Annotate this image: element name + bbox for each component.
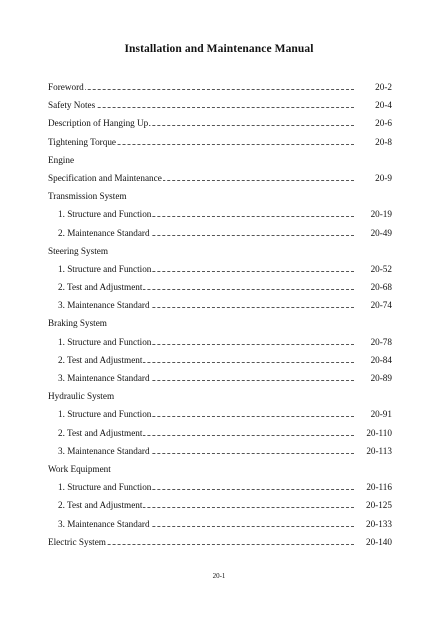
toc-entry-label: 1. Structure and Function [58,478,152,496]
toc-entry-label: Description of Hanging Up [48,114,149,132]
toc-entry [48,296,392,314]
toc-entry-page-number: 20-74 [356,296,392,314]
toc-entry [48,515,392,533]
toc-entry [48,224,392,242]
toc-entry [48,405,392,423]
toc-entry-label: 2. Maintenance Standard [58,224,151,242]
toc-section-heading [48,242,392,260]
toc-entry-page-number: 20-2 [356,78,392,96]
toc-entry-label: Transmission System [48,187,128,205]
toc-entry-label: 1. Structure and Function [58,205,152,223]
toc-section-heading [48,151,392,169]
toc-entry [48,169,392,187]
toc-entry-page-number: 20-8 [356,133,392,151]
toc-entry [48,496,392,514]
toc-entry-page-number: 20-140 [356,533,392,551]
toc-entry-page-number: 20-110 [356,424,392,442]
toc-entry-label: 2. Test and Adjustment [58,351,143,369]
toc-section-heading [48,187,392,205]
toc-entry [48,114,392,132]
toc-entry [48,442,392,460]
toc-section-heading [48,314,392,332]
toc-entry-label: Foreword [48,78,85,96]
toc-entry-label: Specification and Maintenance [48,169,163,187]
toc-entry-label: Hydraulic System [48,387,115,405]
toc-entry [48,260,392,278]
toc-entry [48,533,392,551]
toc-entry-page-number: 20-78 [356,333,392,351]
toc-entry-page-number: 20-125 [356,496,392,514]
toc-entry-label: 2. Test and Adjustment [58,424,143,442]
toc-entry-label: 2. Test and Adjustment [58,278,143,296]
toc-entry-label: Tightening Torque [48,133,117,151]
toc-entry-label: 3. Maintenance Standard [58,369,151,387]
toc-entry-label: 1. Structure and Function [58,333,152,351]
page-title: Installation and Maintenance Manual [124,43,314,55]
toc-entry [48,478,392,496]
toc-entry-page-number: 20-133 [356,515,392,533]
toc-entry-label: 1. Structure and Function [58,405,152,423]
toc-entry-page-number: 20-89 [356,369,392,387]
toc-entry-label: Engine [48,151,75,169]
toc-entry [48,278,392,296]
toc-entry [48,78,392,96]
toc-entry-label: Steering System [48,242,109,260]
toc-entry-page-number: 20-6 [356,114,392,132]
toc-section-heading [48,387,392,405]
toc-entry [48,133,392,151]
toc-entry-label: Electric System [48,533,107,551]
toc-entry [48,369,392,387]
toc-entry-page-number: 20-84 [356,351,392,369]
toc-entry-page-number: 20-68 [356,278,392,296]
toc-entry [48,333,392,351]
dot-leader [48,89,354,90]
toc-entry-label: 3. Maintenance Standard [58,296,151,314]
toc-entry-page-number: 20-49 [356,224,392,242]
toc-entry-label: Work Equipment [48,460,112,478]
toc-entry-label: 1. Structure and Function [58,260,152,278]
toc-entry-page-number: 20-91 [356,405,392,423]
toc-entry-label: Braking System [48,314,108,332]
toc-entry [48,96,392,114]
toc-entry-page-number: 20-113 [356,442,392,460]
table-of-contents [48,78,392,551]
toc-entry-label: Safety Notes [48,96,96,114]
toc-entry [48,424,392,442]
toc-entry-label: 3. Maintenance Standard [58,442,151,460]
toc-entry [48,351,392,369]
toc-entry-label: 3. Maintenance Standard [58,515,151,533]
toc-entry-label: 2. Test and Adjustment [58,496,143,514]
toc-entry-page-number: 20-4 [356,96,392,114]
toc-entry [48,205,392,223]
toc-entry-page-number: 20-52 [356,260,392,278]
page-number-footer: 20-1 [212,572,226,580]
toc-entry-page-number: 20-116 [356,478,392,496]
toc-entry-page-number: 20-9 [356,169,392,187]
toc-section-heading [48,460,392,478]
toc-entry-page-number: 20-19 [356,205,392,223]
